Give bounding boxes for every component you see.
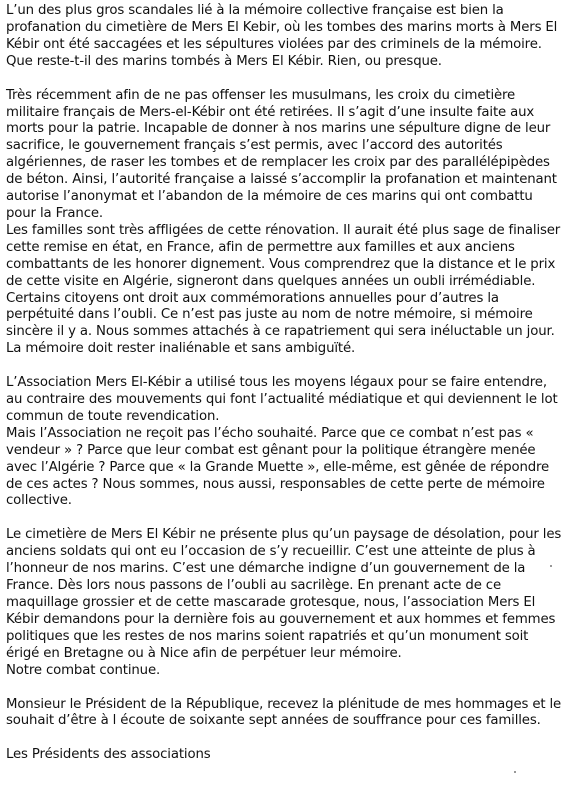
paragraph-crosses-removed: Très récemment afin de ne pas offenser les musulmans, les croix du cimetière militaire français de Mers-el-Kébir ont été retirées. Il s’agit d’une insulte faite aux morts pour la patrie. Incapable de donner à nos marins une sépulture digne de leur sacrifice, le gouvernement français s’est permis, avec l’accord des autorités algériennes, de raser les tombes et de remplacer les croix par des parallélépipèdes de béton. Ainsi, l’autorité française a laissé s’accomplir la profanation et maintenant autorise l’anonymat et l’abandon de la mémoire de ces marins qui ont combattu pour la France. xyxy=(6,87,557,221)
paragraph-families: Les familles sont très affligées de cette rénovation. Il aurait été plus sage de finaliser cette remise en état, en France, afin de permettre aux familles et aux anciens combattants de les honorer dignement. Vous comprendrez que la distance et le prix de cette visite en Algérie, signeront dans quelques années un oubli irrémédiable. Certains citoyens ont droit aux commémorations annuelles pour d’autres la perpétuité dans l’oubli. Ce n’est pas juste au nom de notre mémoire, si mémoire sincère il y a. Nous sommes attachés à ce rapatriement qui sera inéluctable un jour. La mémoire doit rester inaliénable et sans ambiguïté. xyxy=(6,222,561,357)
paragraph-spacer xyxy=(6,510,563,527)
scan-speck xyxy=(514,771,516,773)
paragraph-spacer xyxy=(6,680,563,697)
paragraph-association-means: L’Association Mers El-Kébir a utilisé tous les moyens légaux pour se faire entendre, au contraire des mouvements qui font l’actualité médiatique et qui deviennent le lot commun de toute revendication. xyxy=(6,375,558,424)
signature: Les Présidents des associations xyxy=(6,747,211,763)
paragraph-spacer xyxy=(6,71,563,88)
paragraph-scandal: L’un des plus gros scandales lié à la mémoire collective française est bien la profanation du cimetière de Mers El Kebir, où les tombes des marins morts à Mers El Kébir ont été saccagées et les sépultures violées par des criminels de la mémoire. Que reste-t-il des marins tombés à Mers El Kébir. Rien, ou presque. xyxy=(6,3,558,69)
paragraph-association-echo: Mais l’Association ne reçoit pas l’écho souhaité. Parce que ce combat n’est pas « vendeur » ? Parce que leur combat est gênant pour la politique étrangère menée avec l’Algérie ? Parce que « la Grande Muette », elle-même, est gênée de répondre de ces actes ? Nous sommes, nous aussi, responsables de cette perte de mémoire collective. xyxy=(6,425,550,509)
paragraph-combat-continues: Notre combat continue. xyxy=(6,662,161,678)
paragraph-cemetery-desolation: Le cimetière de Mers El Kébir ne présente plus qu’un paysage de désolation, pour les anciens soldats qui ont eu l’occasion de s’y recueillir. C’est une atteinte de plus à l’honneur de nos marins. C’est une démarche indigne d’un gouvernement de la France. Dès lors nous passons de l’oubli au sacrilège. En prenant acte de ce maquillage grossier et de cette mascarade grotesque, nous, l’association Mers El Kébir demandons pour la dernière fois au gouvernement et aux hommes et femmes politiques que les restes de nos marins soient rapatriés et qu’un monument soit érigé en Bretagne ou à Nice afin de perpétuer leur mémoire. xyxy=(6,527,562,661)
paragraph-spacer xyxy=(6,358,563,375)
scan-speck xyxy=(550,565,552,567)
paragraph-address-president: Monsieur le Président de la République, recevez la plénitude de mes hommages et le souhait d’être à l écoute de soixante sept années de souffrance pour ces familles. xyxy=(6,696,562,729)
